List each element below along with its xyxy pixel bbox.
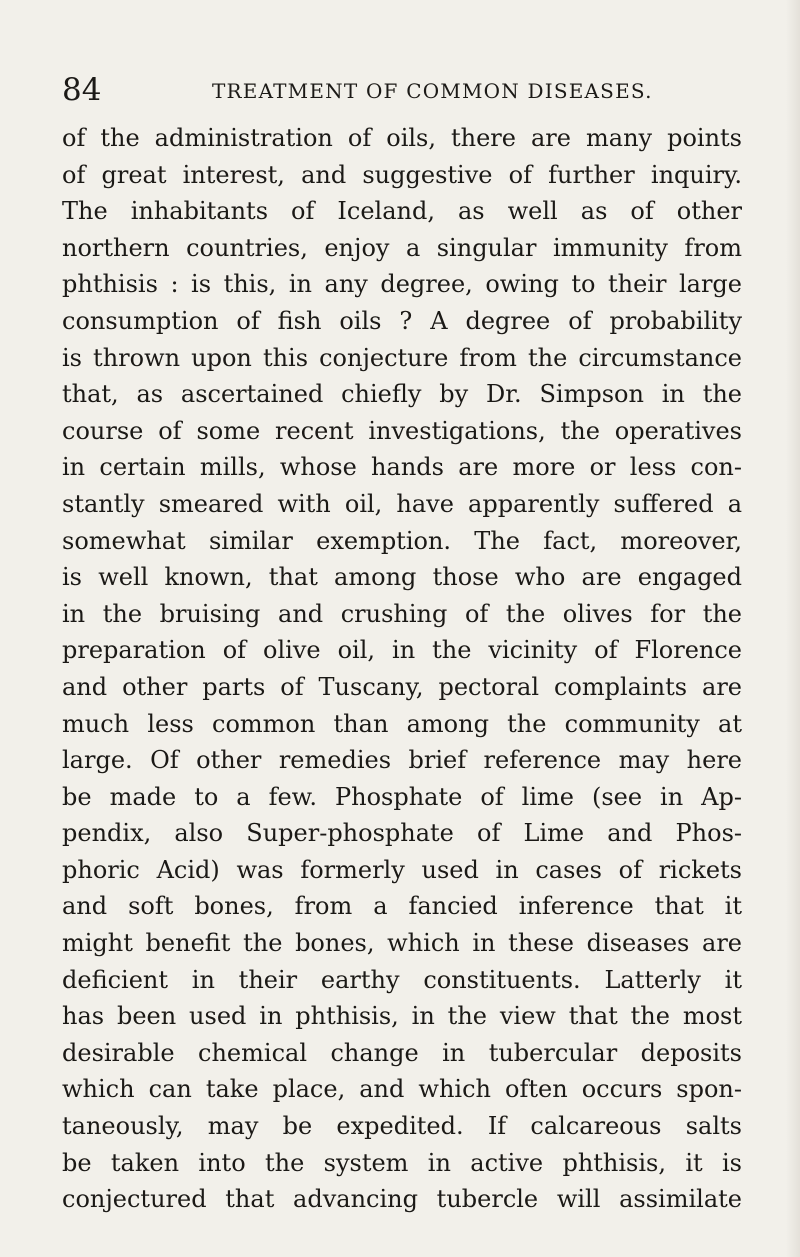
page-number: 84 [62,72,102,108]
text-line: has been used in phthisis, in the view that the most [62,1002,742,1031]
text-line: be made to a few. Phosphate of lime (see in Ap- [62,782,742,811]
text-line: in the bruising and crushing of the olives for the [62,599,742,628]
text-line: deficient in their earthy constituents. Latterly it [62,965,742,994]
text-line: and other parts of Tuscany, pectoral complaints are [62,672,742,701]
running-head [62,72,742,108]
text-line: might benefit the bones, which in these diseases are [62,929,742,958]
page-edge-shadow [786,0,800,1257]
text-line: phoric Acid) was formerly used in cases of rickets [62,855,742,884]
text-line: somewhat similar exemption. The fact, moreover, [62,526,742,555]
text-line: in certain mills, whose hands are more or less con- [62,453,742,482]
text-line: of great interest, and suggestive of further inquiry. [62,160,742,189]
text-line: consumption of fish oils ? A degree of probability [62,306,742,335]
text-line: be taken into the system in active phthisis, it is [62,1148,742,1177]
text-line: that, as ascertained chiefly by Dr. Simpson in the [62,380,742,409]
text-line: phthisis : is this, in any degree, owing to their large [62,270,742,299]
text-line: pendix, also Super-phosphate of Lime and Phos- [62,819,742,848]
text-line: of the administration of oils, there are many points [62,124,742,152]
text-line: The inhabitants of Iceland, as well as of other [62,197,742,226]
running-title: TREATMENT OF COMMON DISEASES. [212,79,653,103]
text-line: which can take place, and which often occurs spon- [62,1075,742,1104]
text-line: preparation of olive oil, in the vicinity of Florence [62,636,742,665]
text-line: is thrown upon this conjecture from the circumstance [62,343,742,372]
body-paragraph [62,120,742,1218]
text-line: conjectured that advancing tubercle will assimilate [62,1185,742,1214]
text-line: course of some recent investigations, the operatives [62,416,742,445]
text-line: much less common than among the community at [62,709,742,738]
text-line: and soft bones, from a fancied inference that it [62,892,742,921]
text-line: large. Of other remedies brief reference may here [62,746,742,775]
text-line: desirable chemical change in tubercular deposits [62,1038,742,1067]
text-line: is well known, that among those who are engaged [62,563,742,592]
text-line: taneously, may be expedited. If calcareous salts [62,1112,742,1141]
text-line: northern countries, enjoy a singular immunity from [62,233,742,262]
text-line: stantly smeared with oil, have apparently suffered a [62,489,742,518]
